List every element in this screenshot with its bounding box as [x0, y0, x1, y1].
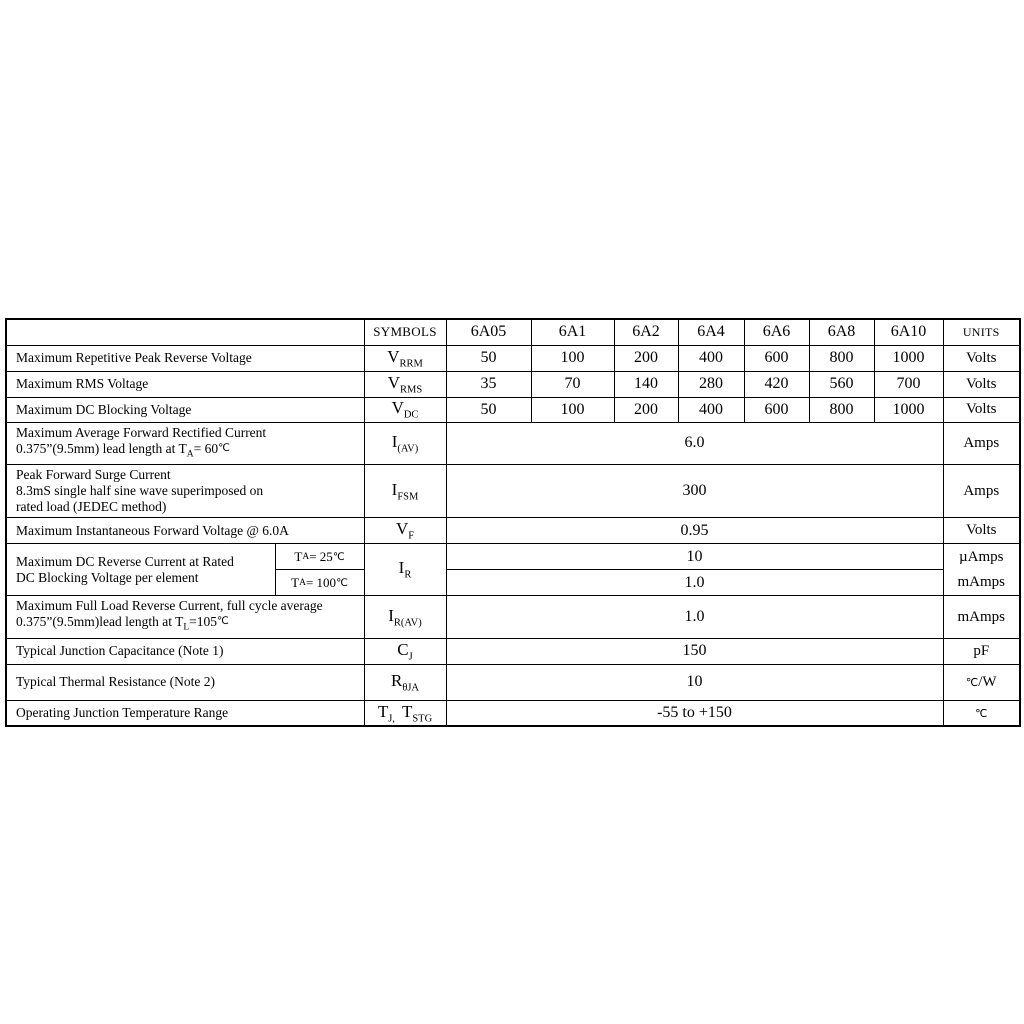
ir-description: Maximum DC Reverse Current at Rated DC Blocking Voltage per element — [16, 553, 234, 585]
value-cell: 800 — [809, 345, 874, 371]
part-header-6a6: 6A6 — [744, 319, 809, 345]
value-cell: 600 — [744, 397, 809, 422]
unit-cell: pF — [943, 638, 1020, 664]
value-cell: 600 — [744, 345, 809, 371]
row-ir — [6, 544, 1020, 570]
unit-cell: ℃/W — [943, 664, 1020, 700]
row-irav — [6, 596, 1020, 639]
unit-cell: Volts — [943, 397, 1020, 422]
value-cell: 100 — [531, 345, 614, 371]
datasheet-ratings-table-container — [5, 318, 1021, 727]
row-cj — [6, 638, 1020, 664]
symbol-cell: $V_{DC}$ — [364, 397, 446, 422]
value-cell: 140 — [614, 371, 678, 397]
row-desc: Peak Forward Surge Current 8.3mS single half sine wave superimposed on rated load (JEDEC method) — [6, 465, 364, 518]
symbol-cell: $C_J$ — [364, 638, 446, 664]
symbol-cell: $V_F$ — [364, 518, 446, 544]
header-units: UNITS — [943, 319, 1020, 345]
degree-celsius: ℃ — [975, 707, 988, 720]
value-cell: 800 — [809, 397, 874, 422]
unit-cell: Volts — [943, 345, 1020, 371]
unit-cell: Amps — [943, 465, 1020, 518]
part-header-6a1: 6A1 — [531, 319, 614, 345]
unit-milliamps: mAmps — [957, 573, 1005, 590]
symbol-cell: $I_R$ — [364, 544, 446, 596]
spec-table — [5, 318, 1021, 727]
unit-cell — [943, 544, 1020, 596]
value-cell-merged: 6.0 — [446, 422, 943, 465]
row-desc: Operating Junction Temperature Range — [6, 700, 364, 726]
symbol-cell: $I_{FSM}$ — [364, 465, 446, 518]
value-cell: 400 — [678, 397, 744, 422]
desc-text: Maximum RMS Voltage — [16, 376, 149, 391]
part-header-6a05: 6A05 — [446, 319, 531, 345]
row-iav — [6, 422, 1020, 465]
header-symbols: SYMBOLS — [364, 319, 446, 345]
degree-celsius: ℃ — [332, 551, 345, 563]
row-desc — [6, 371, 364, 397]
row-desc — [6, 544, 364, 596]
row-rthja — [6, 664, 1020, 700]
symbol-cell: $R_{\theta JA}$ — [364, 664, 446, 700]
value-cell: 35 — [446, 371, 531, 397]
header-row — [6, 319, 1020, 345]
value-cell: 1000 — [874, 345, 943, 371]
ta-condition-column — [275, 544, 364, 595]
row-desc: Typical Junction Capacitance (Note 1) — [6, 638, 364, 664]
part-header-6a10: 6A10 — [874, 319, 943, 345]
unit-cell — [943, 700, 1020, 726]
symbol-cell: $V_{RMS}$ — [364, 371, 446, 397]
value-cell: 200 — [614, 397, 678, 422]
ta-100c-cell: T A = 100 ℃ — [291, 574, 348, 590]
value-cell-merged: 300 — [446, 465, 943, 518]
value-cell: 100 — [531, 397, 614, 422]
unit-cell: Volts — [943, 518, 1020, 544]
value-cell-merged: 10 — [446, 664, 943, 700]
unit-cell: mAmps — [943, 596, 1020, 639]
value-cell: 70 — [531, 371, 614, 397]
part-header-6a4: 6A4 — [678, 319, 744, 345]
value-cell-merged: 10 — [446, 544, 943, 570]
row-vf — [6, 518, 1020, 544]
degree-celsius: ℃ — [218, 442, 230, 454]
value-cell-merged: 0.95 — [446, 518, 943, 544]
value-cell: 200 — [614, 345, 678, 371]
value-cell-merged: 150 — [446, 638, 943, 664]
row-desc: Typical Thermal Resistance (Note 2) — [6, 664, 364, 700]
symbol-cell: $V_{RRM}$ — [364, 345, 446, 371]
symbol-cell: $I_{R(AV)}$ — [364, 596, 446, 639]
symbol-cell: $T_{J,}$ $T_{STG}$ — [364, 700, 446, 726]
value-cell: 420 — [744, 371, 809, 397]
degree-celsius: ℃ — [217, 616, 229, 628]
value-cell-merged: 1.0 — [446, 570, 943, 596]
value-cell-merged: -55 to +150 — [446, 700, 943, 726]
symbol-cell: $I_{(AV)}$ — [364, 422, 446, 465]
desc-text: Maximum DC Blocking Voltage — [16, 401, 192, 417]
part-header-6a8: 6A8 — [809, 319, 874, 345]
degree-celsius: ℃ — [965, 676, 979, 689]
row-vdc — [6, 397, 1020, 422]
unit-cell: Amps — [943, 422, 1020, 465]
row-desc: Maximum Instantaneous Forward Voltage @ 6.0A — [6, 518, 364, 544]
part-header-6a2: 6A2 — [614, 319, 678, 345]
unit-cell: Volts — [943, 371, 1020, 397]
value-cell: 280 — [678, 371, 744, 397]
row-tj-tstg — [6, 700, 1020, 726]
degree-celsius: ℃ — [336, 577, 348, 589]
row-vrrm — [6, 345, 1020, 371]
row-vrms — [6, 371, 1020, 397]
value-cell: 700 — [874, 371, 943, 397]
row-desc: Maximum Average Forward Rectified Current 0.375”(9.5mm) lead length at $T_A=$ 60℃ — [6, 422, 364, 465]
unit-microamps: µAmps — [959, 548, 1004, 565]
value-cell-merged: 1.0 — [446, 596, 943, 639]
row-desc — [6, 345, 364, 371]
desc-text: Maximum Repetitive Peak Reverse Voltage — [16, 350, 252, 365]
row-desc — [6, 397, 364, 422]
row-ifsm — [6, 465, 1020, 518]
value-cell: 1000 — [874, 397, 943, 422]
value-cell: 400 — [678, 345, 744, 371]
value-cell: 50 — [446, 345, 531, 371]
value-cell: 50 — [446, 397, 531, 422]
value-cell: 560 — [809, 371, 874, 397]
row-desc: Maximum Full Load Reverse Current, full cycle average 0.375”(9.5mm)lead length at $T_L=105℃$ — [6, 596, 364, 639]
ta-25c-cell: T A = 25 ℃ — [276, 544, 364, 570]
header-desc-blank — [6, 319, 364, 345]
